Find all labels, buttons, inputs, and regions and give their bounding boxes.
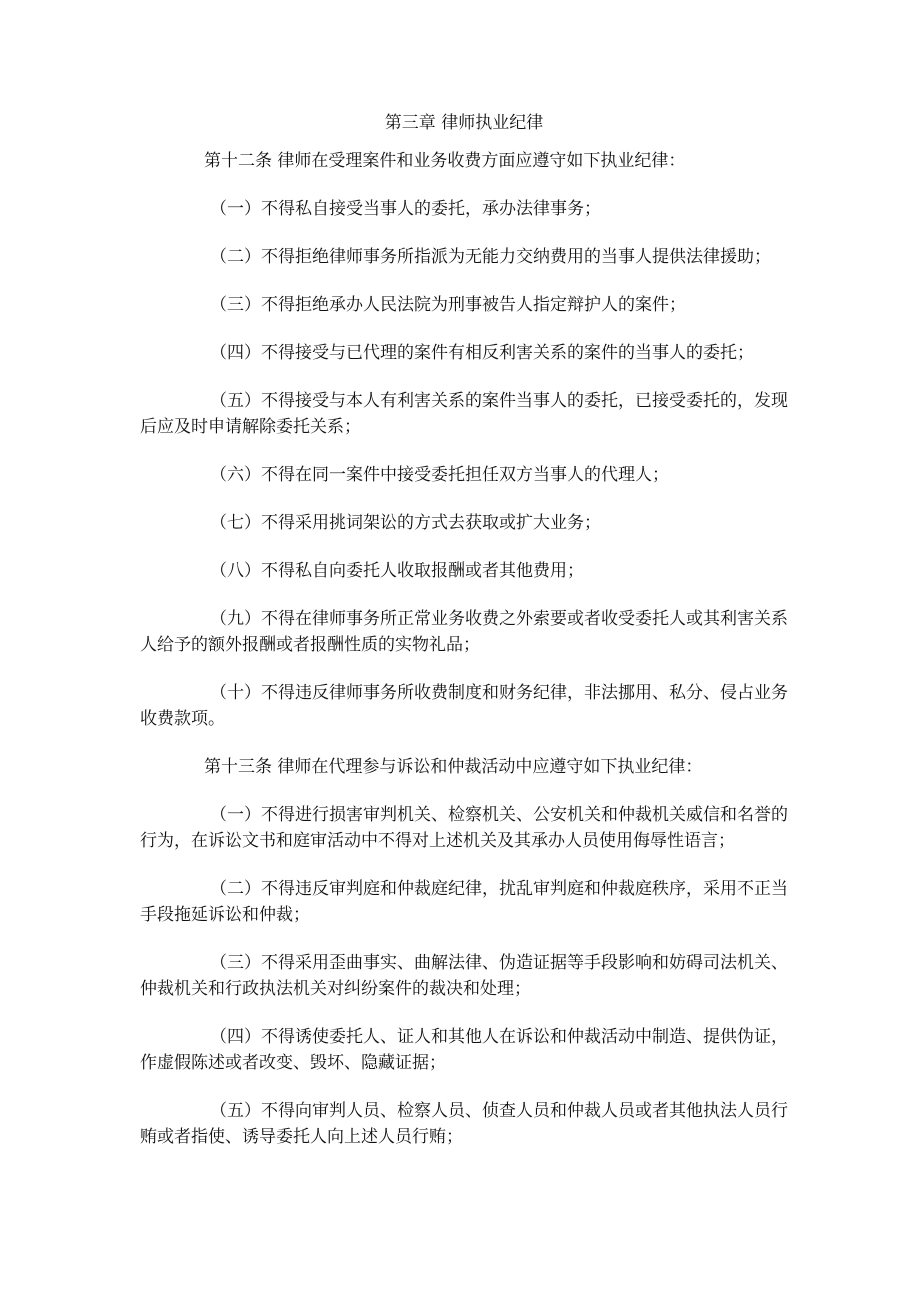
article-12-item-3: （三）不得拒绝承办人民法院为刑事被告人指定辩护人的案件； — [210, 295, 686, 315]
article-12-item-9: （九）不得在律师事务所正常业务收费之外索要或者收受委托人或其利害关系人给予的额外报酬或者报酬性质的实物礼品； — [140, 609, 788, 655]
article-13-item-5: （五）不得向审判人员、检察人员、侦查人员和仲裁人员或者其他执法人员行贿或者指使、诱导委托人向上述人员行贿； — [140, 1101, 788, 1147]
article-13-heading: 第十三条 律师在代理参与诉讼和仲裁活动中应遵守如下执业纪律： — [204, 757, 703, 777]
article-12-item-8: （八）不得私自向委托人收取报酬或者其他费用； — [210, 561, 584, 581]
article-13-item-1: （一）不得进行损害审判机关、检察机关、公安机关和仲裁机关威信和名誉的行为，在诉讼文书和庭审活动中不得对上述机关及其承办人员使用侮辱性语言； — [140, 805, 788, 851]
article-12-heading: 第十二条 律师在受理案件和业务收费方面应遵守如下执业纪律： — [204, 151, 686, 171]
article-12-item-1: （一）不得私自接受当事人的委托，承办法律事务； — [210, 199, 601, 219]
article-12-item-2: （二）不得拒绝律师事务所指派为无能力交纳费用的当事人提供法律援助； — [210, 247, 771, 267]
article-13-item-4: （四）不得诱使委托人、证人和其他人在诉讼和仲裁活动中制造、提供伪证，作虚假陈述或者改变、毁坏、隐藏证据； — [140, 1027, 788, 1073]
document-page — [140, 108, 788, 1172]
article-12-item-4: （四）不得接受与已代理的案件有相反利害关系的案件的当事人的委托； — [210, 343, 754, 363]
article-12-item-5: （五）不得接受与本人有利害关系的案件当事人的委托，已接受委托的，发现后应及时申请解除委托关系； — [140, 391, 788, 437]
article-12-item-7: （七）不得采用挑词架讼的方式去获取或扩大业务； — [210, 513, 601, 533]
chapter-title: 第三章 律师执业纪律 — [384, 113, 544, 133]
article-13-item-3: （三）不得采用歪曲事实、曲解法律、伪造证据等手段影响和妨碍司法机关、仲裁机关和行政执法机关对纠纷案件的裁决和处理； — [140, 953, 788, 999]
article-13-item-2: （二）不得违反审判庭和仲裁庭纪律，扰乱审判庭和仲裁庭秩序，采用不正当手段拖延诉讼和仲裁； — [140, 879, 788, 925]
article-12-item-10: （十）不得违反律师事务所收费制度和财务纪律，非法挪用、私分、侵占业务收费款项。 — [140, 683, 788, 729]
article-12-item-6: （六）不得在同一案件中接受委托担任双方当事人的代理人； — [210, 465, 669, 485]
